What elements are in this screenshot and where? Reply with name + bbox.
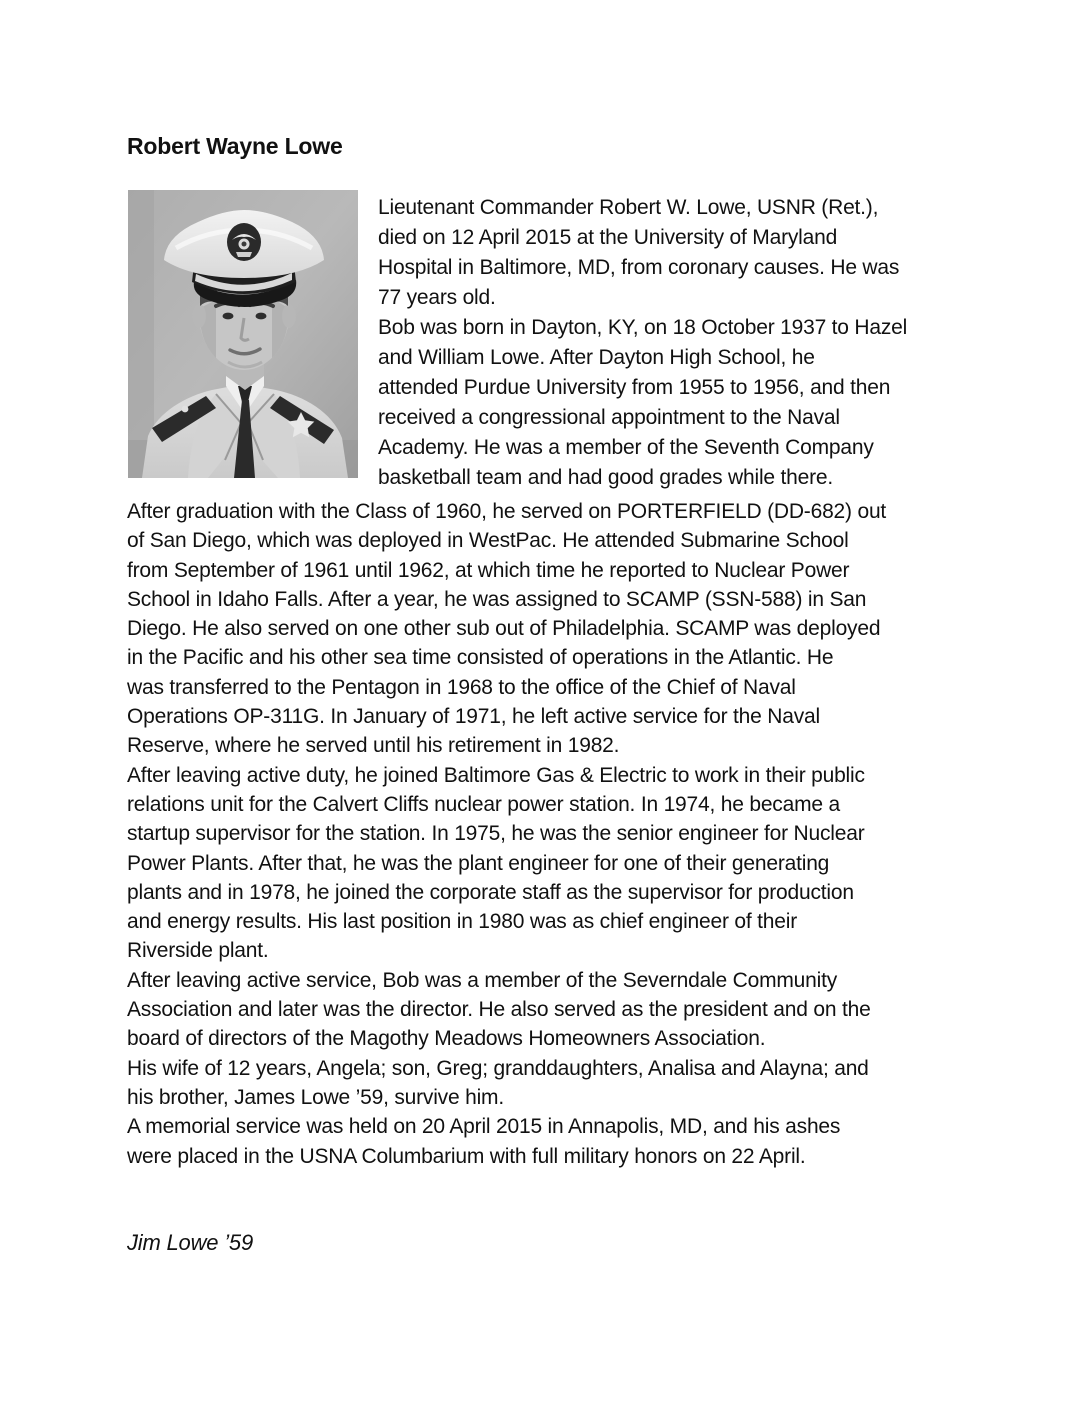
- text-line: Association and later was the director. He also served as the president and on the: [127, 998, 871, 1022]
- text-line: Hospital in Baltimore, MD, from coronary causes. He was: [378, 256, 900, 279]
- text-line: board of directors of the Magothy Meadows Homeowners Association.: [127, 1027, 766, 1051]
- photo-side-paragraph: [378, 193, 907, 493]
- text-line: A memorial service was held on 20 April 2015 in Annapolis, MD, and his ashes: [127, 1115, 841, 1139]
- text-line: died on 12 April 2015 at the University of Maryland: [378, 226, 838, 249]
- text-line: from September of 1961 until 1962, at which time he reported to Nuclear Power: [127, 558, 850, 582]
- text-line: Academy. He was a member of the Seventh Company: [378, 436, 874, 459]
- author-signature: Jim Lowe ’59: [127, 1230, 253, 1255]
- text-line: Diego. He also served on one other sub out of Philadelphia. SCAMP was deployed: [127, 617, 881, 641]
- text-line: 77 years old.: [378, 286, 496, 309]
- text-line: Power Plants. After that, he was the plant engineer for one of their generating: [127, 851, 830, 875]
- obituary-body: [127, 497, 886, 1171]
- portrait-photo: [128, 190, 358, 478]
- text-line: of San Diego, which was deployed in WestPac. He attended Submarine School: [127, 529, 849, 553]
- text-line: and energy results. His last position in 1980 was as chief engineer of their: [127, 910, 798, 934]
- text-line: and William Lowe. After Dayton High School, he: [378, 346, 815, 369]
- text-line: in the Pacific and his other sea time consisted of operations in the Atlantic. He: [127, 646, 834, 670]
- text-line: Operations OP-311G. In January of 1971, he left active service for the Naval: [127, 705, 820, 729]
- text-line: Riverside plant.: [127, 939, 269, 963]
- text-line: Reserve, where he served until his retirement in 1982.: [127, 734, 620, 758]
- text-line: Bob was born in Dayton, KY, on 18 October 1937 to Hazel: [378, 316, 908, 339]
- text-line: After leaving active service, Bob was a member of the Severndale Community: [127, 968, 838, 992]
- text-line: Lieutenant Commander Robert W. Lowe, USNR (Ret.),: [378, 196, 879, 219]
- text-line: attended Purdue University from 1955 to 1956, and then: [378, 376, 891, 399]
- page-title: Robert Wayne Lowe: [127, 133, 343, 159]
- text-line: basketball team and had good grades while there.: [378, 466, 834, 489]
- text-line: his brother, James Lowe ’59, survive him.: [127, 1085, 504, 1109]
- text-line: After leaving active duty, he joined Baltimore Gas & Electric to work in their public: [127, 763, 865, 787]
- text-line: plants and in 1978, he joined the corporate staff as the supervisor for production: [127, 880, 854, 904]
- text-line: relations unit for the Calvert Cliffs nuclear power station. In 1974, he became a: [127, 792, 840, 816]
- text-line: His wife of 12 years, Angela; son, Greg; granddaughters, Analisa and Alayna; and: [127, 1056, 869, 1080]
- portrait-photo-illustration: [128, 190, 358, 478]
- text-line: School in Idaho Falls. After a year, he was assigned to SCAMP (SSN-588) in San: [127, 587, 867, 611]
- text-line: received a congressional appointment to the Naval: [378, 406, 840, 429]
- text-line: After graduation with the Class of 1960, he served on PORTERFIELD (DD-682) out: [127, 500, 887, 523]
- text-line: were placed in the USNA Columbarium with full military honors on 22 April.: [127, 1144, 806, 1168]
- text-line: was transferred to the Pentagon in 1968 to the office of the Chief of Naval: [127, 675, 796, 699]
- text-line: startup supervisor for the station. In 1975, he was the senior engineer for Nuclear: [127, 822, 865, 846]
